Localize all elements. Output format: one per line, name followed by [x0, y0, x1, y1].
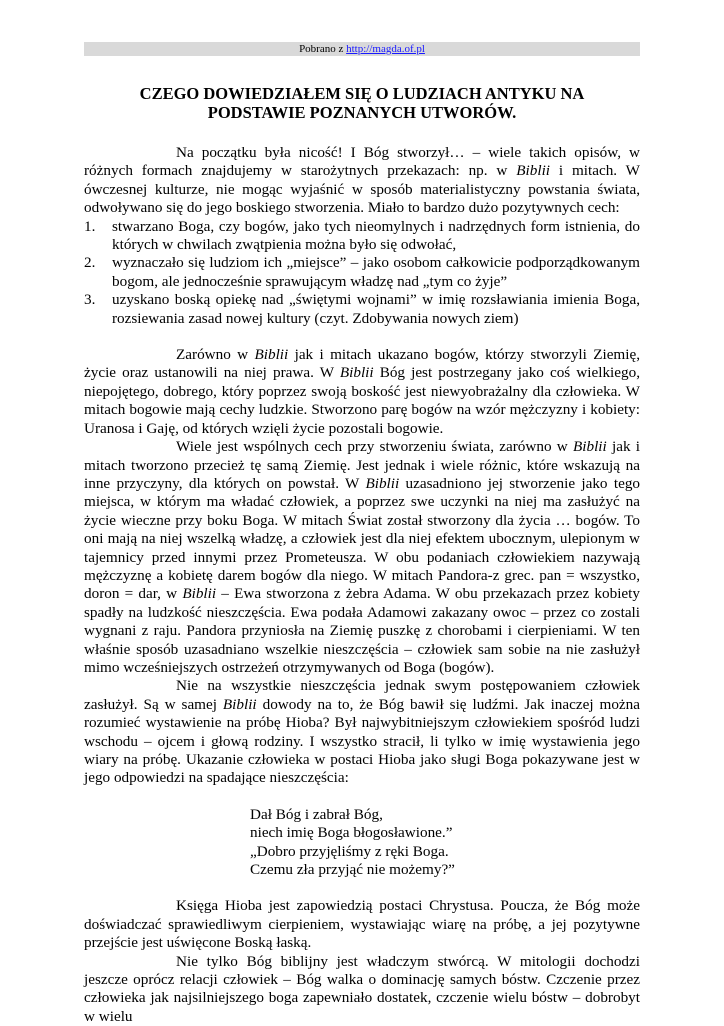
paragraph-christ: Księga Hioba jest zapowiedzią postaci Chrystusa. Poucza, że Bóg może doświadczać sprawiedliwym cierpieniem, wystawiając wiarę na próbę, a jej pozytywne przejście jest uświęcone Boską łaską. [84, 897, 640, 952]
p2-text-3: Bóg jest postrzegany jako coś wielkiego, niepojętego, dobrego, który poprzez swoją boskość jest niewyobrażalny dla człowieka. W mitach bogowie mają cechy ludzkie. Stworzono parę bogów na wzór mężczyzny i kobiety: Uranosa i Gaję, od których wzięli życie pozostali bogowie. [84, 364, 640, 437]
document-title [84, 84, 640, 122]
title-line-2: PODSTAWIE POZNANYCH UTWORÓW. [207, 103, 517, 122]
source-link[interactable]: http://magda.of.pl [346, 43, 425, 55]
p4-text-1: Nie na wszystkie nieszczęścia jednak swym postępowaniem człowiek zasłużył. Są w samej [84, 677, 640, 713]
p2-text-2: jak i mitach ukazano bogów, którzy stworzyli Ziemię, życie oraz ustanowili na niej prawa. W [84, 346, 641, 382]
list-item [84, 291, 640, 328]
list-item-number: 3. [84, 291, 96, 309]
list-item-number: 1. [84, 217, 96, 235]
list-item-text: stwarzano Boga, czy bogów, jako tych nieomylnych i nadrzędnych form istnienia, do których w chwilach zwątpienia można było się odwołać, [112, 217, 640, 254]
poem-line: Dał Bóg i zabrał Bóg, [250, 805, 383, 823]
paragraph-creation [84, 346, 640, 438]
poem-line: niech imię Boga błogosławione.” [250, 824, 453, 842]
p4-italic-1: Biblii [222, 695, 257, 713]
poem-quote [250, 806, 640, 880]
document-body [84, 84, 640, 1026]
p2-text-1: Zarówno w [176, 346, 255, 364]
paragraph-job [84, 677, 640, 787]
p2-italic-1: Biblii [254, 346, 289, 364]
list-item-number: 2. [84, 254, 96, 272]
list-item-text: wyznaczało się ludziom ich „miejsce” – jako osobom całkowicie podporządkowanym bogom, ale jednocześnie sprawującym władzę nad „tym co żyje” [112, 254, 640, 290]
p3-italic-2: Biblii [365, 474, 400, 492]
list-item [84, 254, 640, 291]
p3-italic-3: Biblii [182, 585, 217, 603]
paragraph-comparison [84, 438, 640, 677]
list-item [84, 218, 640, 255]
poem-line: Czemu zła przyjąć nie możemy?” [250, 861, 455, 879]
p3-text-2: jak i mitach tworzono przecież tę samą Ziemię. Jest jednak i wiele różnic, które wskazują na inne przyczyny, dla których on powstał. W [84, 438, 641, 492]
intro-text-1: Na początku była nicość! I Bóg stworzył… – wiele takich opisów, w różnych formach znajdujemy w starożytnych przekazach: np. w [84, 144, 640, 180]
intro-text-2: i mitach. W ówczesnej kulturze, nie mogąc wyjaśnić w sposób materialistyczny powstania świata, odwoływano się do jego boskiego stworzenia. Miało to bardzo dużo pozytywnych cech: [84, 162, 640, 217]
p3-text-4: – Ewa stworzona z żebra Adama. W obu przekazach przez kobiety spadły na ludzkość nieszczęścia. Ewa podała Adamowi zakazany owoc – przez co zostali wygnani z raju. Pandora przyniosła na Ziemię puszkę z chorobami i cierpieniami. W ten właśnie sposób uzasadniano wszelkie nieszczęścia – człowiek sam sobie na nie zasłużył mimo wcześniejszych ostrzeżeń otrzymywanych od Boga (bogów). [84, 585, 640, 676]
p4-text-2: dowody na to, że Bóg bawił się ludźmi. Jak inaczej można rozumieć wystawienie na próbę Hioba? Był najwybitniejszym człowiekiem spośród ludzi wschodu – ojcem i głową rodziny. I wszystko stracił, li tylko w imię wystawienia jego wiary na próbę. Ukazanie człowieka w postaci Hioba jako sługi Boga pokazywane jest w jego odpowiedzi na spadające nieszczęścia: [84, 695, 640, 787]
list-item-text: uzyskano boską opiekę nad „świętymi wojnami” w imię rozsławiania imienia Boga, rozsiewania zasad nowej kultury (czyt. Zdobywania nowych ziem) [112, 291, 640, 327]
source-prefix: Pobrano z [299, 43, 347, 55]
p3-text-3: uzasadniono jej stworzenie jako tego miejsca, w którym ma władać człowiek, a poprzez swe uczynki na niej ma zasłużyć na życie wieczne przy boku Boga. W mitach Świat został stworzony dla życia … bogów. To oni mają na niej wszelką władzę, a człowiek jest dla niej efektem ubocznym, ulepionym w tajemnicy przed innymi przez Prometeusza. W obu podaniach człowiekiem nazywają mężczyznę a kobietę darem bogów dla niego. W mitach Pandora-z grec. pan = wszystko, doron = dar, w [84, 474, 641, 603]
intro-paragraph [84, 144, 640, 218]
intro-italic-1: Biblii [516, 162, 551, 180]
poem-line: „Dobro przyjęliśmy z ręki Boga. [250, 842, 449, 860]
causes-list [84, 218, 640, 328]
title-line-1: CZEGO DOWIEDZIAŁEM SIĘ O LUDZIACH ANTYKU NA [139, 84, 585, 103]
paragraph-mythology: Nie tylko Bóg biblijny jest władczym stwórcą. W mitologii dochodzi jeszcze oprócz relacji człowiek – Bóg walka o dominację samych bóstw. Czczenie przez człowieka jak najsilniejszego boga zapewniało dostatek, czczenie wielu bóstw – dobrobyt w wielu [84, 952, 640, 1025]
source-header [84, 42, 640, 56]
p3-text-1: Wiele jest wspólnych cech przy stworzeniu świata, zarówno w [176, 438, 573, 456]
p2-italic-2: Biblii [339, 364, 374, 382]
p3-italic-1: Biblii [573, 438, 607, 456]
